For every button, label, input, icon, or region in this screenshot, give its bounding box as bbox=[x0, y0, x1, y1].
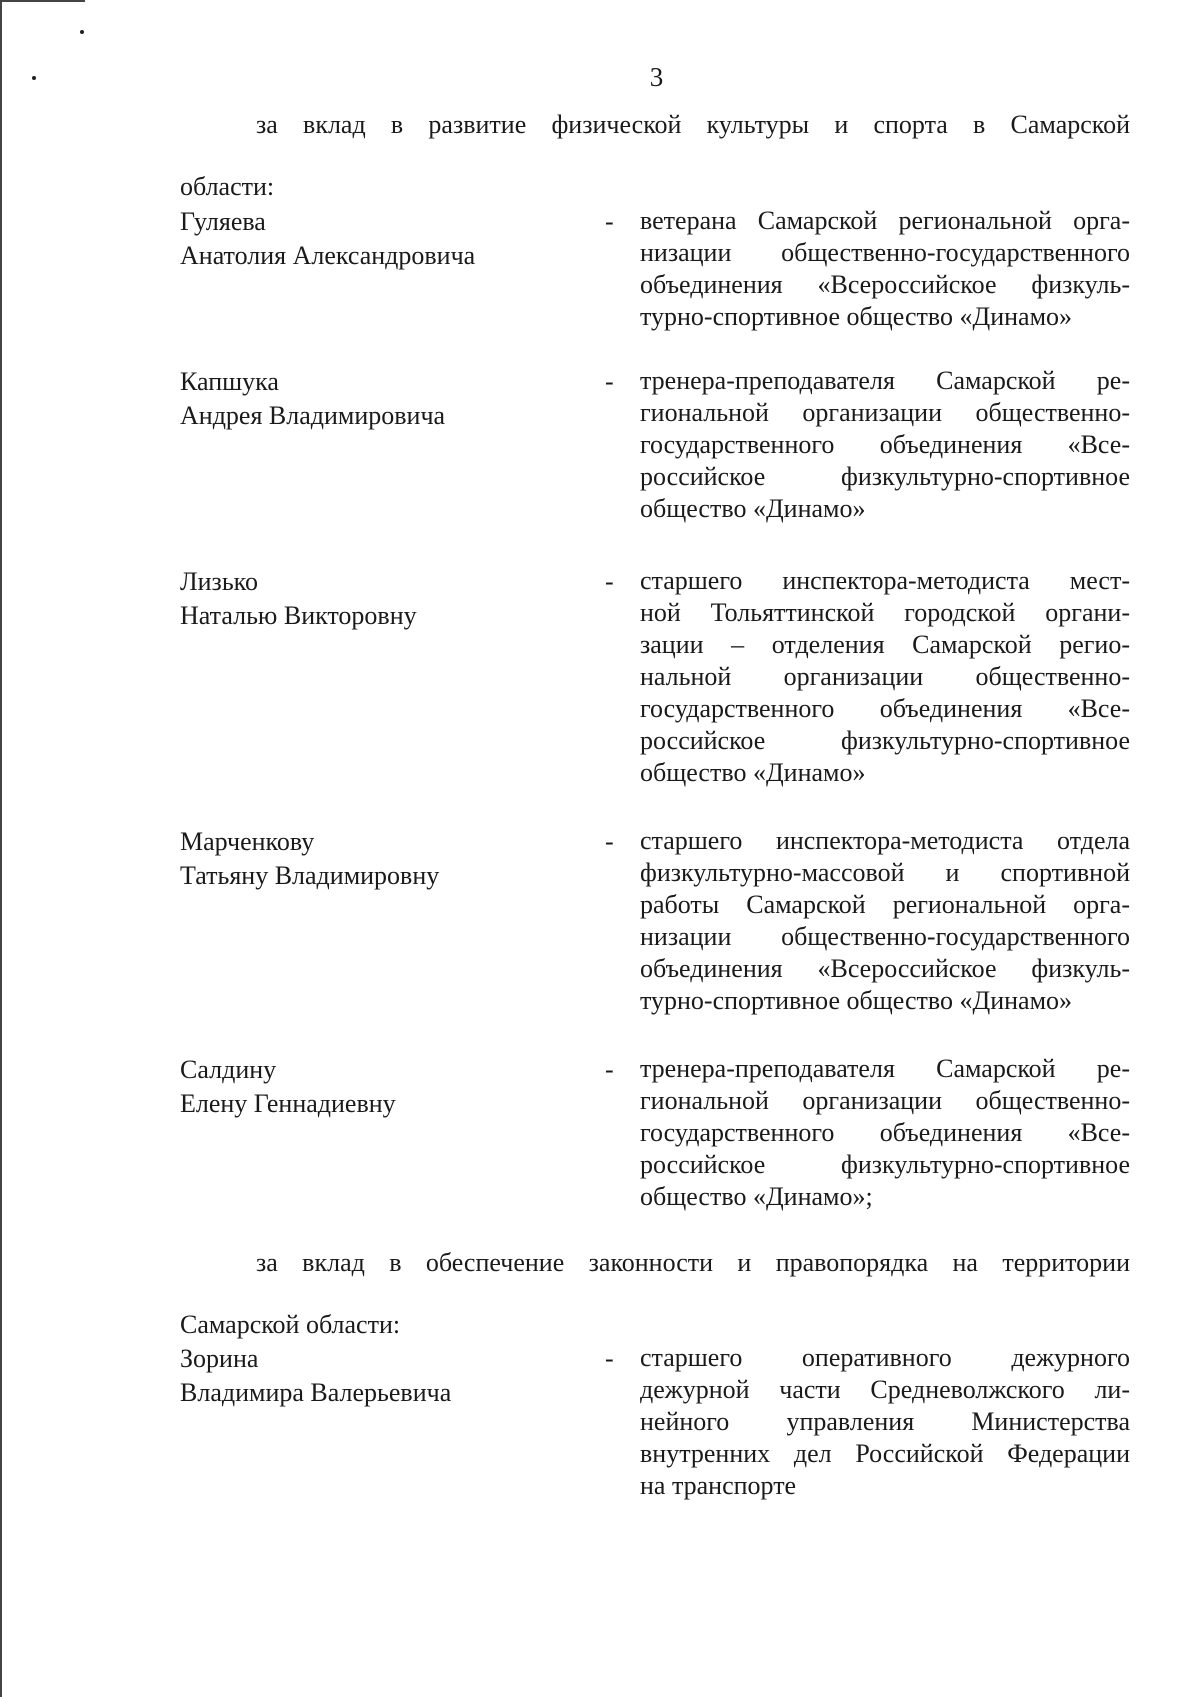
description-line: государственного объединения «Все- bbox=[640, 430, 1130, 459]
description-line: общество «Динамо» bbox=[640, 758, 866, 787]
person-name bbox=[180, 825, 580, 893]
person-name bbox=[180, 565, 580, 633]
section-intro-line: области: bbox=[180, 172, 275, 201]
person-surname: Зорина bbox=[180, 1344, 259, 1373]
description-line: общество «Динамо»; bbox=[640, 1182, 873, 1211]
description-line: российское физкультурно-спортивное bbox=[640, 462, 1130, 491]
description-line: старшего оперативного дежурного bbox=[640, 1343, 1130, 1372]
description-line: низации общественно-государственного bbox=[640, 238, 1130, 267]
description-line: на транспорте bbox=[640, 1471, 797, 1500]
description-line: тренера-преподавателя Самарской ре- bbox=[640, 1054, 1130, 1083]
entry-dash: - bbox=[605, 207, 614, 236]
person-surname: Салдину bbox=[180, 1055, 277, 1084]
entry-dash: - bbox=[605, 1055, 614, 1084]
section-intro-line: за вклад в развитие физической культуры и спорта в Самарской bbox=[256, 110, 1130, 139]
person-surname: Лизько bbox=[180, 567, 258, 596]
description-line: дежурной части Средневолжского ли- bbox=[640, 1375, 1130, 1404]
description-line: государственного объединения «Все- bbox=[640, 1118, 1130, 1147]
person-name bbox=[180, 365, 580, 433]
person-surname: Гуляева bbox=[180, 207, 266, 236]
description-line: российское физкультурно-спортивное bbox=[640, 726, 1130, 755]
page-number: 3 bbox=[649, 62, 664, 92]
description-line: физкультурно-массовой и спортивной bbox=[640, 858, 1130, 887]
person-description bbox=[640, 1053, 1130, 1213]
entry-dash: - bbox=[605, 1344, 614, 1373]
scan-top-mark bbox=[0, 0, 85, 2]
person-surname: Капшука bbox=[180, 367, 279, 396]
description-line: турно-спортивное общество «Динамо» bbox=[640, 986, 1073, 1015]
section-intro bbox=[180, 1232, 1130, 1356]
person-given-name: Наталью Викторовну bbox=[180, 601, 417, 630]
entry-dash: - bbox=[605, 367, 614, 396]
description-line: общество «Динамо» bbox=[640, 494, 866, 523]
description-line: ветерана Самарской региональной орга- bbox=[640, 206, 1130, 235]
person-description bbox=[640, 1342, 1130, 1502]
person-given-name: Андрея Владимировича bbox=[180, 401, 446, 430]
person-description bbox=[640, 365, 1130, 525]
description-line: объединения «Всероссийское физкуль- bbox=[640, 270, 1130, 299]
person-description bbox=[640, 205, 1130, 333]
section-intro-line: за вклад в обеспечение законности и правопорядка на территории bbox=[256, 1248, 1130, 1277]
description-line: внутренних дел Российской Федерации bbox=[640, 1439, 1130, 1468]
section-intro-line: Самарской области: bbox=[180, 1310, 401, 1339]
description-line: российское физкультурно-спортивное bbox=[640, 1150, 1130, 1179]
description-line: ной Тольяттинской городской органи- bbox=[640, 598, 1130, 627]
section-intro bbox=[180, 94, 1130, 218]
description-line: объединения «Всероссийское физкуль- bbox=[640, 954, 1130, 983]
description-line: турно-спортивное общество «Динамо» bbox=[640, 302, 1073, 331]
description-line: работы Самарской региональной орга- bbox=[640, 890, 1130, 919]
person-name bbox=[180, 205, 580, 273]
person-name bbox=[180, 1342, 580, 1410]
person-name bbox=[180, 1053, 580, 1121]
scan-speck bbox=[80, 30, 84, 34]
description-line: нальной организации общественно- bbox=[640, 662, 1130, 691]
entry-dash: - bbox=[605, 567, 614, 596]
description-line: низации общественно-государственного bbox=[640, 922, 1130, 951]
description-line: нейного управления Министерства bbox=[640, 1407, 1130, 1436]
description-line: гиональной организации общественно- bbox=[640, 398, 1130, 427]
description-line: гиональной организации общественно- bbox=[640, 1086, 1130, 1115]
entry-dash: - bbox=[605, 827, 614, 856]
person-given-name: Анатолия Александровича bbox=[180, 241, 476, 270]
person-given-name: Елену Геннадиевну bbox=[180, 1089, 396, 1118]
scan-left-border bbox=[0, 0, 2, 1697]
description-line: старшего инспектора-методиста мест- bbox=[640, 566, 1130, 595]
person-description bbox=[640, 825, 1130, 1017]
description-line: зации – отделения Самарской регио- bbox=[640, 630, 1130, 659]
person-given-name: Татьяну Владимировну bbox=[180, 861, 440, 890]
description-line: тренера-преподавателя Самарской ре- bbox=[640, 366, 1130, 395]
description-line: государственного объединения «Все- bbox=[640, 694, 1130, 723]
person-surname: Марченкову bbox=[180, 827, 315, 856]
description-line: старшего инспектора-методиста отдела bbox=[640, 826, 1130, 855]
person-given-name: Владимира Валерьевича bbox=[180, 1378, 452, 1407]
person-description bbox=[640, 565, 1130, 789]
